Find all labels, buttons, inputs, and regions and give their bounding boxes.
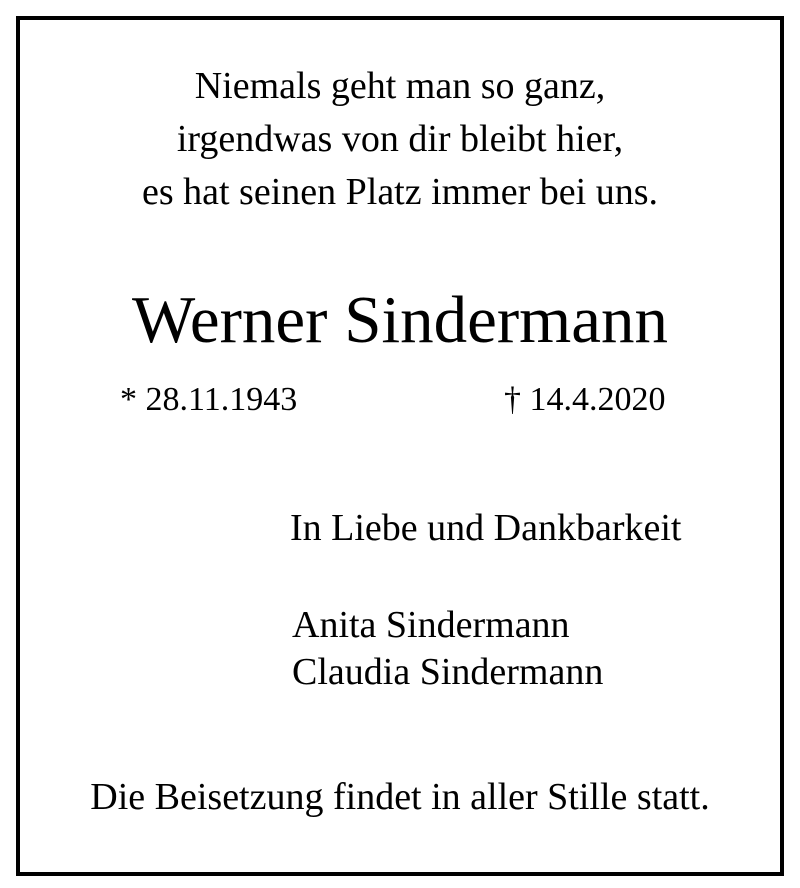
deceased-name: Werner Sindermann <box>132 283 668 357</box>
mourner-name: Anita Sindermann <box>292 604 570 646</box>
dedication-text: In Liebe und Dankbarkeit <box>290 507 682 549</box>
death-date: † 14.4.2020 <box>504 381 666 418</box>
mourners-list <box>292 602 603 696</box>
funeral-note: Die Beisetzung findet in aller Stille statt. <box>90 776 710 818</box>
memorial-poem <box>20 60 780 219</box>
obituary-notice <box>16 16 784 876</box>
poem-line: es hat seinen Platz immer bei uns. <box>141 171 659 213</box>
poem-line: Niemals geht man so ganz, <box>194 65 606 107</box>
mourner-name: Claudia Sindermann <box>292 651 604 693</box>
birth-date: * 28.11.1943 <box>120 381 298 418</box>
poem-line: irgendwas von dir bleibt hier, <box>176 118 624 160</box>
